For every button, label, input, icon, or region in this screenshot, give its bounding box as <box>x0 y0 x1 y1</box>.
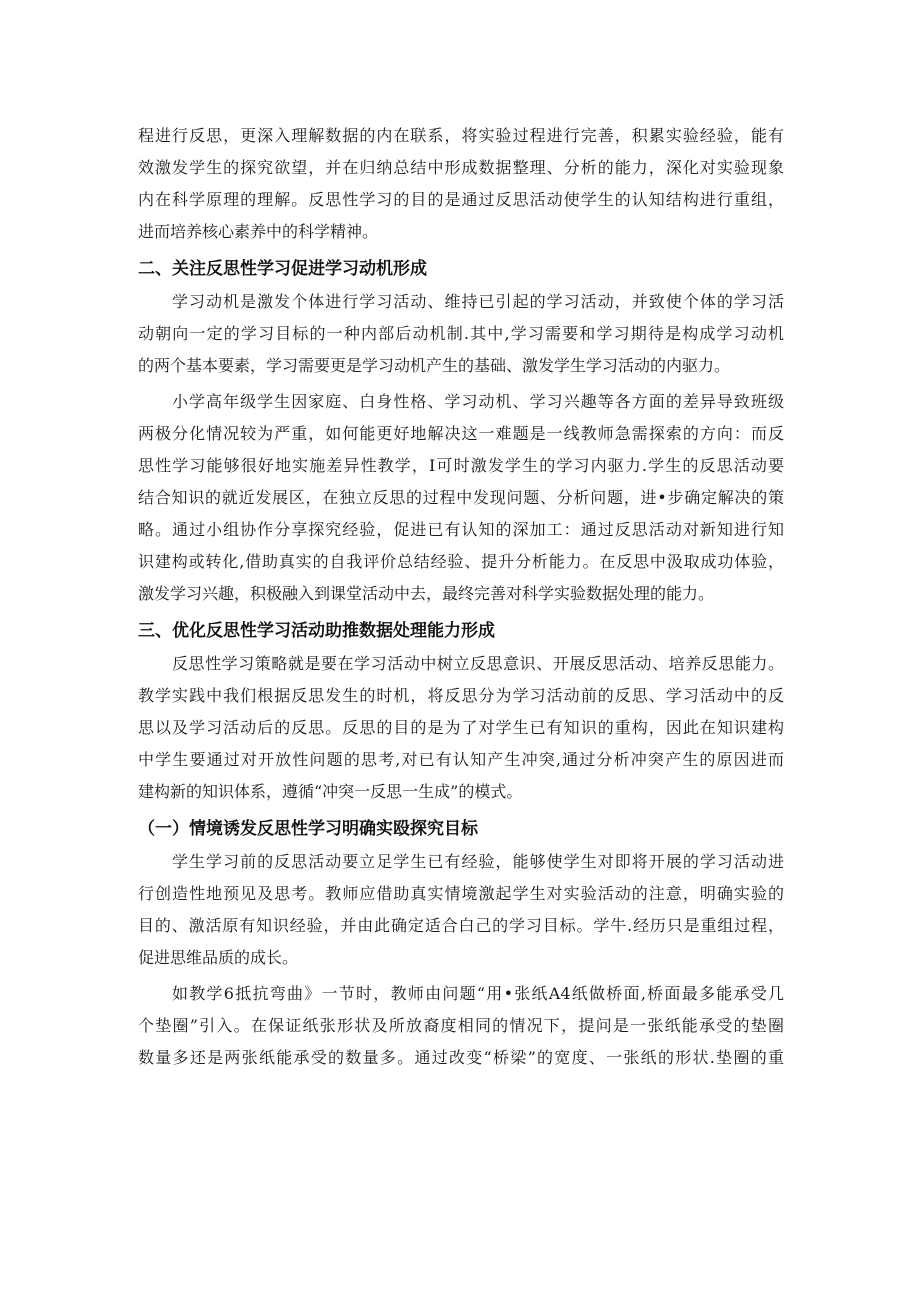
text-line: 数量多还是两张纸能承受的数量多。通过改变“桥梁”的宽度、一张纸的形状.垫圈的重 <box>138 1048 784 1067</box>
document-page <box>138 120 784 1078</box>
paragraph-sub1-2 <box>138 978 784 1074</box>
text-line: 反思性学习策略就是要在学习活动中树立反思意识、开展反思活动、培养反思能力。 <box>172 654 784 673</box>
text-line: 小学高年级学生因家庭、白身性格、学习动机、学习兴趣等各方面的差异导致班级 <box>172 392 784 411</box>
section-heading-2: 二、关注反思性学习促进学习动机形成 <box>138 259 427 279</box>
text-line: 思以及学习活动后的反思。反思的目的是为了对学生已有知识的重构，因此在知识建构 <box>138 718 784 737</box>
text-line: 如教学6抵抗弯曲》一节时，教师由问题“用•张纸A4纸做桥面,桥面最多能承受几 <box>172 984 784 1003</box>
paragraph-s2-2 <box>138 386 784 610</box>
section-heading-3: 三、优化反思性学习活动助推数据处理能力形成 <box>138 621 495 641</box>
text-line: 建构新的知识体系，遵循“冲突一反思一生成”的模式。 <box>138 782 523 801</box>
text-line: 程进行反思，更深入理解数据的内在联系，将实验过程进行完善，积累实验经验，能有 <box>138 126 784 145</box>
text-line: 个垫圈”引入。在保证纸张形状及所放裔度相同的情况下，提问是一张纸能承受的垫圈 <box>138 1016 784 1035</box>
text-line: 的两个基本要素，学习需要更是学习动机产生的基础、激发学生学习活动的内驱力。 <box>138 356 731 375</box>
paragraph-s3-1 <box>138 648 784 808</box>
text-line: 学生学习前的反思活动要立足学生已有经验，能够使学生对即将开展的学习活动进 <box>172 852 784 871</box>
text-line: 两极分化情况较为严重，如何能更好地解决这一难题是一线教师急需探索的方向：而反 <box>138 424 784 443</box>
text-line: 动朝向一定的学习目标的一种内部后动机制.其中,学习需要和学习期待是构成学习动机 <box>138 324 784 343</box>
text-line: 识建构或转化,借助真实的自我评价总结经验、提升分析能力。在反思中汲取成功体验， <box>138 552 784 571</box>
text-line: 促进思维品质的成长。 <box>138 948 299 967</box>
text-line: 学习动机是激发个体进行学习活动、维持已引起的学习活动，并致使个体的学习活 <box>172 292 784 311</box>
text-line: 激发学习兴趣，积极融入到课堂活动中去，最终完善对科学实验数据处理的能力。 <box>138 584 715 603</box>
text-line: 中学生要通过对开放性问题的思考,对已有认知产生冲突,通过分析冲突产生的原因进而 <box>138 750 784 769</box>
text-line: 行创造性地预见及思考。教师应借助真实情境激起学生对实验活动的注意，明确实验的 <box>138 884 784 903</box>
text-line: 进而培养核心素养中的科学精神。 <box>138 222 379 241</box>
text-line: 目的、激活原有知识经验，并由此确定适合白己的学习目标。学牛.经历只是重组过程， <box>138 916 784 935</box>
paragraph-s2-1 <box>138 286 784 382</box>
paragraph-sub1-1 <box>138 846 784 974</box>
paragraph-intro <box>138 120 784 248</box>
text-line: 结合知识的就近发展区，在独立反思的过程中发现问题、分析问题，进•步确定解决的策 <box>138 488 784 507</box>
text-line: 略。通过小组协作分享探究经验，促进已有认知的深加工：通过反思活动对新知进行知 <box>138 520 784 539</box>
text-line: 内在科学原理的理解。反思性学习的目的是通过反思活动使学生的认知结构进行重组， <box>138 190 784 209</box>
text-line: 思性学习能够很好地实施差异性教学，I可时激发学生的学习内驱力.学生的反思活动要 <box>138 456 784 475</box>
subsection-heading-1: （一）情境诱发反思性学习明确实殴探究目标 <box>138 819 478 839</box>
text-line: 教学实践中我们根据反思发生的时机，将反思分为学习活动前的反思、学习活动中的反 <box>138 686 784 705</box>
text-line: 效激发学生的探究欲望，并在归纳总结中形成数据整理、分析的能力，深化对实验现象 <box>138 158 784 177</box>
